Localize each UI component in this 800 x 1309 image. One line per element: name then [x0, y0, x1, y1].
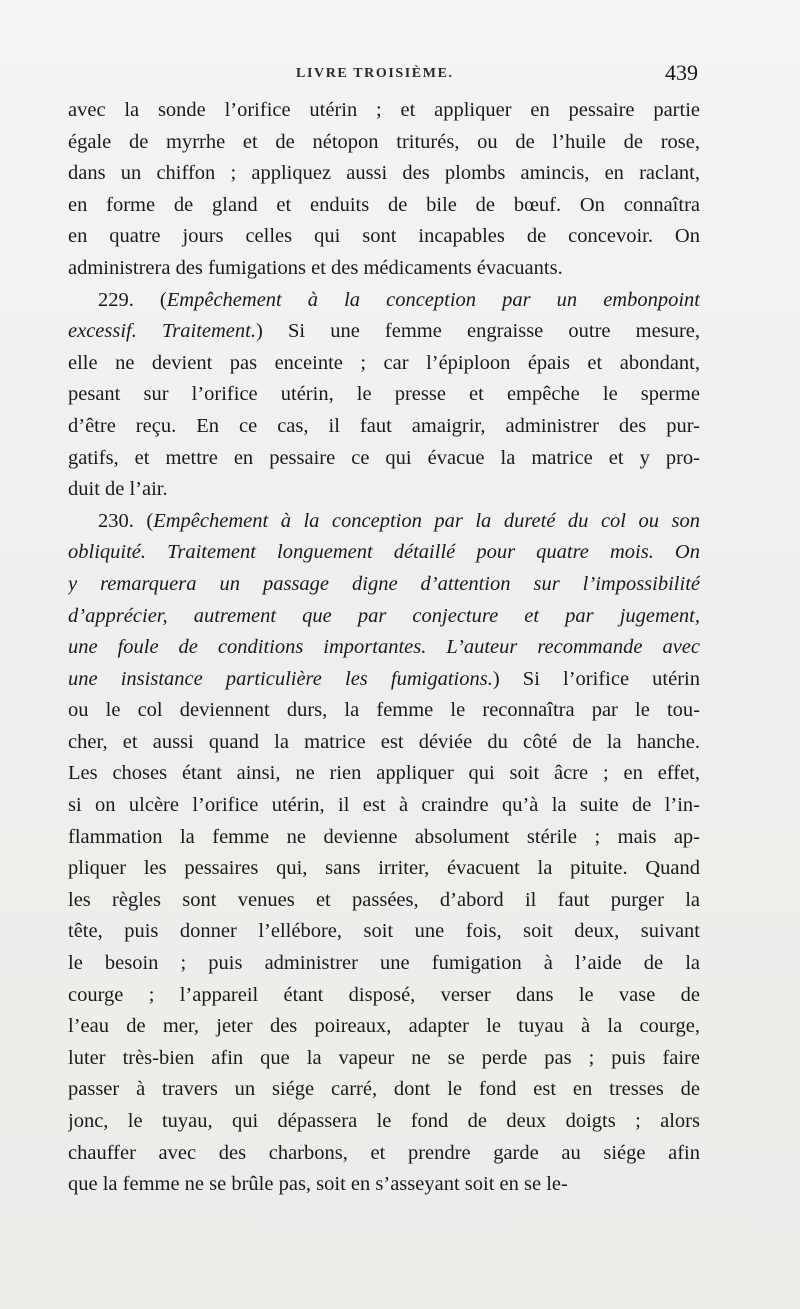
italic-text: Empêchement à la conception par un embonpoint [166, 288, 700, 311]
text-line [68, 158, 700, 190]
page-header [68, 58, 700, 92]
italic-text: obliquité. Traitement longuement détaillé pour quatre mois. On [68, 541, 700, 564]
text-span: chauffer avec des charbons, et prendre garde au siége afin [68, 1141, 700, 1164]
text-span: luter très-bien afin que la vapeur ne se perde pas ; puis faire [68, 1046, 700, 1069]
text-span: si on ulcère l’orifice utérin, il est à craindre qu’à la suite de l’in- [68, 794, 700, 817]
text-line [68, 853, 700, 885]
text-line [68, 443, 700, 475]
page-number: 439 [665, 60, 698, 85]
text-line [68, 537, 700, 569]
text-line [68, 190, 700, 222]
text-span: avec la sonde l’orifice utérin ; et appliquer en pessaire partie [68, 99, 700, 121]
text-line [68, 758, 700, 790]
text-span: duit de l’air. [68, 478, 168, 501]
text-span: dans un chiffon ; appliquez aussi des plombs amincis, en raclant, [68, 162, 700, 185]
text-line [68, 1043, 700, 1075]
italic-text: y remarquera un passage digne d’attention sur l’impossibilité [68, 572, 700, 595]
text-line [68, 348, 700, 380]
text-span: elle ne devient pas enceinte ; car l’épiploon épais et abondant, [68, 351, 700, 374]
text-line [68, 379, 700, 411]
text-span: pesant sur l’orifice utérin, le presse et empêche le sperme [68, 383, 700, 406]
text-line [68, 569, 700, 601]
italic-text: d’apprécier, autrement que par conjecture et par jugement, [68, 604, 700, 627]
text-span: le besoin ; puis administrer une fumigation à l’aide de la [68, 952, 700, 975]
text-line [68, 474, 700, 506]
text-span: en forme de gland et enduits de bile de bœuf. On connaîtra [68, 193, 700, 216]
text-line [68, 411, 700, 443]
text-line [68, 127, 700, 159]
text-line [68, 885, 700, 917]
italic-text: une foule de conditions importantes. L’auteur recommande avec [68, 636, 700, 659]
text-line [68, 285, 700, 317]
text-span: tête, puis donner l’ellébore, soit une fois, soit deux, suivant [68, 920, 700, 943]
text-line [68, 95, 700, 127]
text-line [68, 790, 700, 822]
text-line [68, 980, 700, 1012]
text-span: l’eau de mer, jeter des poireaux, adapter le tuyau à la courge, [68, 1015, 700, 1038]
text-line [68, 916, 700, 948]
text-line [68, 506, 700, 538]
text-line [68, 822, 700, 854]
running-head: LIVRE TROISIÈME. [296, 66, 454, 81]
text-span: les règles sont venues et passées, d’abord il faut purger la [68, 888, 700, 911]
text-span: égale de myrrhe et de nétopon triturés, ou de l’huile de rose, [68, 130, 700, 153]
text-span: 229. ( [98, 288, 167, 311]
text-line [68, 1074, 700, 1106]
text-line [68, 316, 700, 348]
text-line [68, 601, 700, 633]
text-line [68, 727, 700, 759]
text-span: ou le col deviennent durs, la femme le reconnaîtra par le tou- [68, 699, 700, 722]
body-text [68, 95, 700, 1201]
italic-text: Empêchement à la conception par la dureté du col ou son [153, 509, 700, 532]
italic-text: une insistance particulière les fumigations. [68, 667, 493, 690]
text-line [68, 664, 700, 696]
text-span: ) Si l’orifice utérin [492, 667, 700, 690]
text-line [68, 632, 700, 664]
text-line [68, 1169, 700, 1201]
text-span: pliquer les pessaires qui, sans irriter, évacuent la pituite. Quand [68, 857, 700, 880]
text-span: 230. ( [98, 509, 154, 532]
text-span: gatifs, et mettre en pessaire ce qui évacue la matrice et y pro- [68, 446, 700, 469]
text-line [68, 221, 700, 253]
text-span: courge ; l’appareil étant disposé, verser dans le vase de [68, 983, 700, 1006]
text-span: cher, et aussi quand la matrice est déviée du côté de la hanche. [68, 730, 700, 753]
text-span: Les choses étant ainsi, ne rien appliquer qui soit âcre ; en effet, [68, 762, 700, 785]
text-span: en quatre jours celles qui sont incapables de concevoir. On [68, 225, 700, 248]
text-line [68, 1011, 700, 1043]
text-span: passer à travers un siége carré, dont le fond est en tresses de [68, 1078, 700, 1101]
text-span: que la femme ne se brûle pas, soit en s’asseyant soit en se le- [68, 1173, 568, 1196]
text-line [68, 695, 700, 727]
text-line [68, 253, 700, 285]
text-span: flammation la femme ne devienne absolument stérile ; mais ap- [68, 825, 700, 848]
text-span: administrera des fumigations et des médicaments évacuants. [68, 256, 563, 279]
italic-text: excessif. Traitement. [68, 320, 256, 343]
text-span: jonc, le tuyau, qui dépassera le fond de deux doigts ; alors [68, 1110, 700, 1132]
text-line [68, 1106, 700, 1138]
text-line [68, 948, 700, 980]
text-span: d’être reçu. En ce cas, il faut amaigrir, administrer des pur- [68, 414, 700, 437]
text-span: ) Si une femme engraisse outre mesure, [255, 320, 700, 343]
text-line [68, 1138, 700, 1170]
